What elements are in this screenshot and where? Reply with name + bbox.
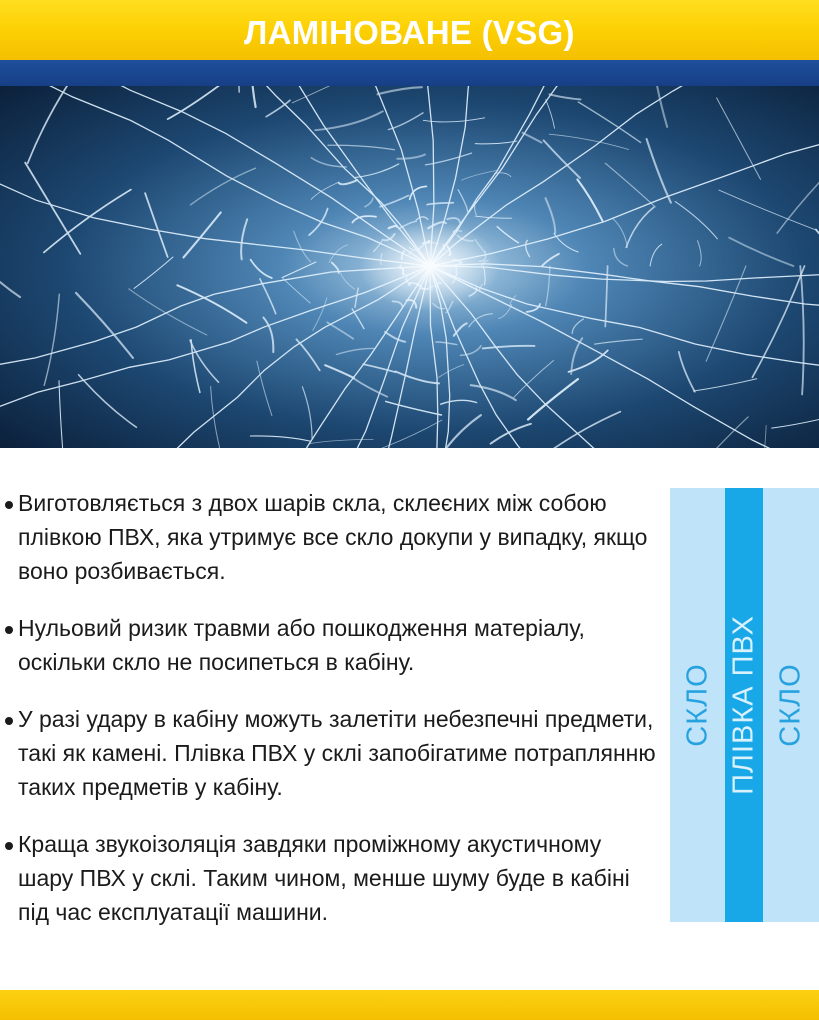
bullet-dot [5,626,13,634]
pvb-film-layer [725,488,763,922]
bullet-dot [5,717,13,725]
footer-banner [0,990,819,1020]
list-item [0,486,660,588]
list-item-text: Краща звукоізоляція завдяки проміжному акустичному шару ПВХ у склі. Таким чином, менше шуму буде в кабіні під час експлуатації машини. [18,831,630,925]
feature-list [0,486,660,952]
bullet-dot [5,842,13,850]
glass-layer-outer [670,488,725,922]
list-item-text: Виготовляється з двох шарів скла, склеєних між собою плівкою ПВХ, яка утримує все скло докупи у випадку, якщо воно розбивається. [18,490,648,584]
list-item-text: Нульовий ризик травми або пошкодження матеріалу, оскільки скло не посипеться в кабіну. [18,615,585,675]
layer-label: СКЛО [774,663,807,747]
header-blue-stripe [0,60,819,86]
list-item-text: У разі удару в кабіну можуть залетіти небезпечні предмети, такі як камені. Плівка ПВХ у склі запобігатиме потраплянню таких предметів у кабіну. [18,706,656,800]
list-item [0,827,660,929]
list-item [0,702,660,804]
glass-layer-inner [763,488,819,922]
layer-label: ПЛІВКА ПВХ [727,615,760,795]
page-title: ЛАМІНОВАНЕ (VSG) [244,14,575,51]
glass-layers-diagram [670,488,819,922]
header-banner [0,0,819,60]
layer-label: СКЛО [681,663,713,747]
list-item [0,611,660,679]
broken-glass-photo [0,86,819,448]
bullet-dot [5,501,13,509]
